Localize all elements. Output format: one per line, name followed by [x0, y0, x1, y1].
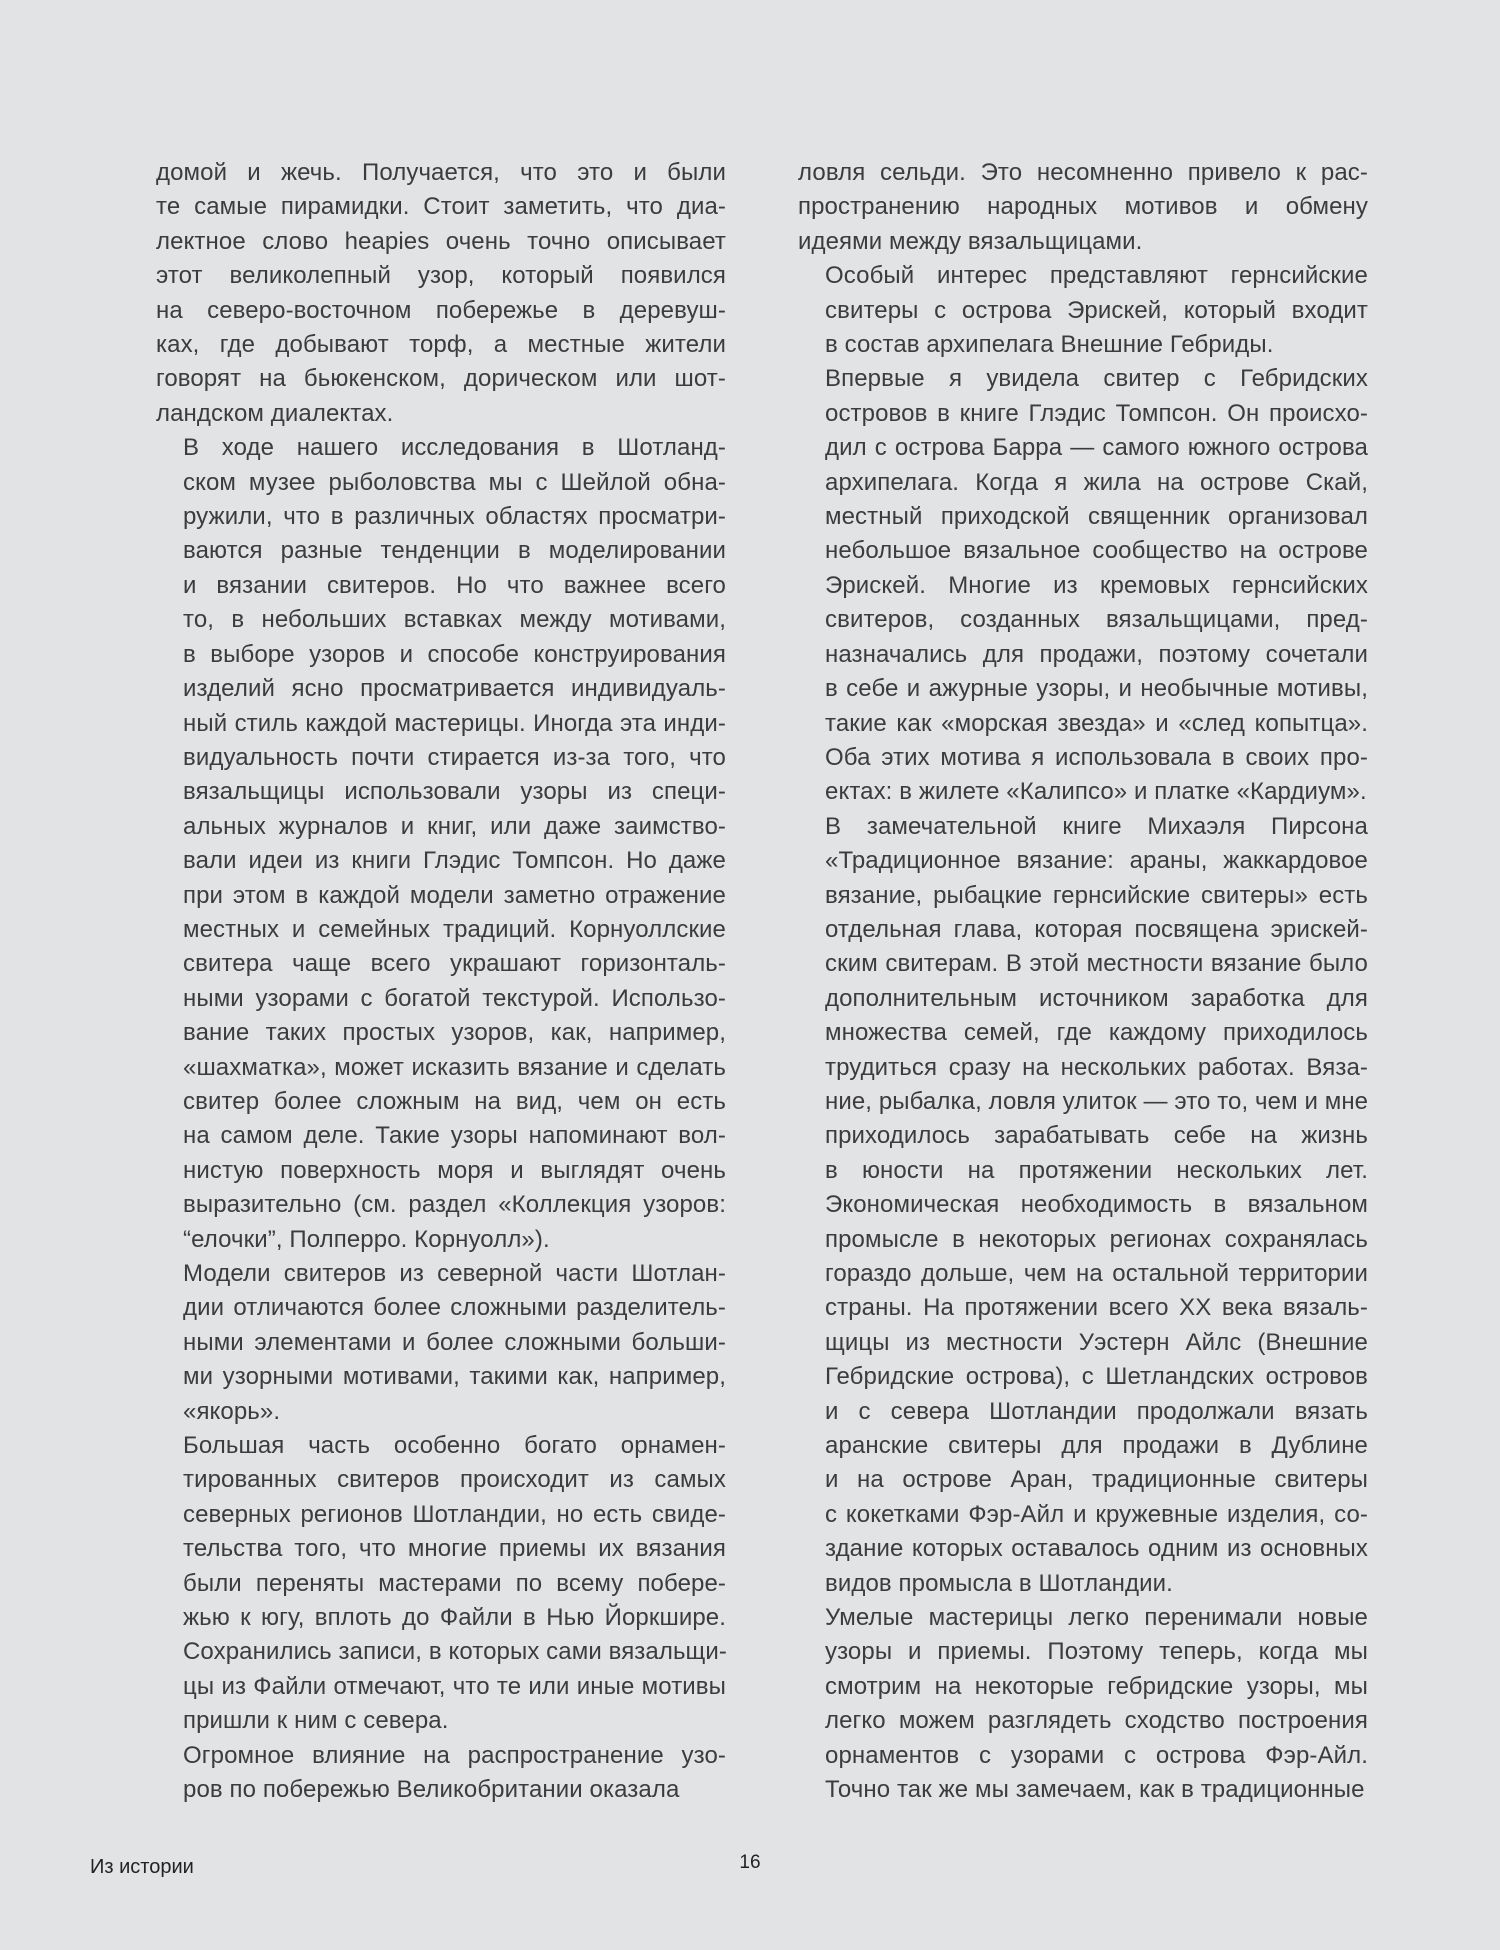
- text-line: щицы из местности Уэстерн Айлс (Внешние: [825, 1328, 1368, 1356]
- text-line: ловля сельди. Это несомненно привело к рас-: [798, 159, 1368, 186]
- text-line: изделий ясно просматривается индивидуаль-: [183, 675, 726, 703]
- text-line: в состав архипелага Внешние Гебриды.: [825, 331, 1274, 359]
- text-line: Особый интерес представляют гернсийские: [825, 262, 1368, 290]
- text-line: отдельная глава, которая посвящена эрискей-: [825, 915, 1368, 943]
- text-line: на северо-восточном побережье в деревуш-: [156, 296, 726, 324]
- text-line: узоры и приемы. Поэтому теперь, когда мы: [825, 1638, 1368, 1666]
- text-line: идеями между вязальщицами.: [798, 227, 1143, 255]
- right-text-column: [798, 156, 1368, 1808]
- page-number: 16: [739, 1852, 761, 1873]
- text-line: Впервые я увидела свитер с Гебридских: [825, 365, 1368, 393]
- text-line: Сохранились записи, в которых сами вязальщи-: [183, 1638, 727, 1666]
- text-line: В ходе нашего исследования в Шотланд-: [183, 434, 726, 462]
- text-line: ским свитерам. В этой местности вязание было: [825, 950, 1368, 978]
- text-line: лектное слово heapies очень точно описывает: [156, 227, 726, 255]
- text-line: В замечательной книге Михаэля Пирсона: [825, 812, 1368, 840]
- text-line: вали идеи из книги Глэдис Томпсон. Но даже: [183, 847, 726, 875]
- paragraph: [156, 431, 726, 1257]
- text-line: страны. На протяжении всего XX века вязаль-: [825, 1294, 1368, 1322]
- paragraph: [798, 156, 1368, 259]
- text-line: ружили, что в различных областях просматри-: [183, 503, 726, 531]
- text-line: были переняты мастерами по всему побере-: [183, 1569, 726, 1597]
- text-line: и с севера Шотландии продолжали вязать: [825, 1397, 1368, 1425]
- text-line: Точно так же мы замечаем, как в традиционные: [825, 1776, 1365, 1804]
- text-line: приходилось зарабатывать себе на жизнь: [825, 1122, 1368, 1150]
- text-line: видов промысла в Шотландии.: [825, 1569, 1173, 1597]
- text-line: «шахматка», может исказить вязание и сделать: [183, 1053, 726, 1081]
- left-text-column: [156, 156, 726, 1808]
- text-line: легко можем разглядеть сходство построения: [825, 1707, 1368, 1735]
- text-line: тельства того, что многие приемы их вязания: [183, 1535, 726, 1563]
- paragraph: [798, 259, 1368, 362]
- text-line: орнаментов с узорами с острова Фэр-Айл.: [825, 1741, 1368, 1769]
- text-line: ние, рыбалка, ловля улиток — это то, чем и мне: [825, 1087, 1369, 1115]
- text-line: в выборе узоров и способе конструирования: [183, 640, 726, 668]
- text-line: и вязании свитеров. Но что важнее всего: [183, 571, 726, 599]
- text-line: ваются разные тенденции в моделировании: [183, 537, 726, 565]
- paragraph: [798, 1601, 1368, 1807]
- text-line: Гебридские острова), с Шетландских островов: [825, 1363, 1368, 1391]
- text-line: смотрим на некоторые гебридские узоры, мы: [825, 1672, 1368, 1700]
- text-line: вание таких простых узоров, как, например,: [183, 1019, 726, 1047]
- text-line: дополнительным источником заработка для: [825, 984, 1368, 1012]
- text-line: дии отличаются более сложными разделитель-: [183, 1294, 726, 1322]
- text-line: видуальность почти стирается из-за того, что: [183, 743, 726, 771]
- text-line: говорят на бьюкенском, дорическом или шот-: [156, 365, 726, 393]
- text-line: с кокетками Фэр-Айл и кружевные изделия, со-: [825, 1500, 1368, 1528]
- text-line: островов в книге Глэдис Томпсон. Он происхо-: [825, 399, 1368, 427]
- text-line: свитеров, созданных вязальщицами, пред-: [825, 606, 1368, 634]
- text-line: нистую поверхность моря и выглядят очень: [183, 1156, 726, 1184]
- text-line: ектах: в жилете «Калипсо» и платке «Кардиум».: [825, 778, 1367, 806]
- footer-section-title: Из истории: [90, 1856, 194, 1878]
- text-line: те самые пирамидки. Стоит заметить, что диа-: [156, 193, 726, 221]
- text-line: ными элементами и более сложными больши-: [183, 1328, 726, 1356]
- text-line: промысле в некоторых регионах сохранялась: [825, 1225, 1368, 1253]
- text-line: Модели свитеров из северной части Шотлан-: [183, 1260, 726, 1287]
- text-line: в юности на протяжении нескольких лет.: [825, 1156, 1368, 1184]
- text-line: «Традиционное вязание: араны, жаккардовое: [825, 847, 1368, 875]
- text-line: вязание, рыбацкие гернсийские свитеры» есть: [825, 881, 1368, 909]
- text-line: здание которых оставалось одним из основных: [825, 1535, 1368, 1563]
- text-line: ными узорами с богатой текстурой. Использо-: [183, 984, 726, 1012]
- text-line: цы из Файли отмечают, что те или иные мотивы: [183, 1672, 726, 1700]
- text-line: и на острове Аран, традиционные свитеры: [825, 1466, 1368, 1494]
- text-line: множества семей, где каждому приходилось: [825, 1019, 1368, 1047]
- text-line: ми узорными мотивами, такими как, например,: [183, 1363, 726, 1391]
- text-line: Оба этих мотива я использовала в своих про-: [825, 743, 1368, 771]
- text-line: аранские свитеры для продажи в Дублине: [825, 1432, 1368, 1460]
- text-line: при этом в каждой модели заметно отражение: [183, 881, 726, 909]
- text-line: ском музее рыболовства мы с Шейлой обна-: [183, 468, 726, 496]
- text-line: северных регионов Шотландии, но есть свиде-: [183, 1500, 726, 1528]
- text-line: Экономическая необходимость в вязальном: [825, 1191, 1368, 1219]
- text-line: ров по побережью Великобритании оказала: [183, 1776, 680, 1804]
- text-line: вязальщицы использовали узоры из специ-: [183, 778, 726, 806]
- text-line: такие как «морская звезда» и «след копытца».: [825, 709, 1368, 737]
- text-line: домой и жечь. Получается, что это и были: [156, 159, 726, 186]
- paragraph: [798, 810, 1368, 1601]
- text-line: пространению народных мотивов и обмену: [798, 193, 1368, 221]
- text-line: то, в небольших вставках между мотивами,: [183, 606, 726, 634]
- text-line: Эрискей. Многие из кремовых гернсийских: [825, 571, 1368, 599]
- text-line: местных и семейных традиций. Корнуоллские: [183, 915, 726, 943]
- paragraph: [156, 156, 726, 431]
- text-line: тированных свитеров происходит из самых: [183, 1466, 726, 1494]
- text-line: ный стиль каждой мастерицы. Иногда эта инди-: [183, 709, 726, 737]
- text-line: «якорь».: [183, 1397, 281, 1425]
- text-line: этот великолепный узор, который появился: [156, 262, 726, 290]
- paragraph: [156, 1257, 726, 1429]
- text-line: архипелага. Когда я жила на острове Скай,: [825, 468, 1368, 496]
- text-line: свитер более сложным на вид, чем он есть: [183, 1087, 726, 1115]
- text-line: ландском диалектах.: [156, 399, 394, 427]
- paragraph: [156, 1429, 726, 1739]
- paragraph: [798, 362, 1368, 809]
- text-line: местный приходской священник организовал: [825, 503, 1368, 531]
- text-line: ках, где добывают торф, а местные жители: [156, 331, 726, 359]
- text-line: альных журналов и книг, или даже заимство-: [183, 812, 726, 840]
- text-line: на самом деле. Такие узоры напоминают вол-: [183, 1122, 726, 1150]
- text-line: гораздо дольше, чем на остальной территории: [825, 1260, 1368, 1287]
- text-line: трудиться сразу на нескольких работах. Вяза-: [825, 1053, 1368, 1081]
- text-line: назначались для продажи, поэтому сочетали: [825, 640, 1368, 668]
- text-line: выразительно (см. раздел «Коллекция узоров:: [183, 1191, 726, 1219]
- text-line: свитеры с острова Эрискей, который входит: [825, 296, 1368, 324]
- text-line: свитера чаще всего украшают горизонталь-: [183, 950, 726, 978]
- paragraph: [156, 1739, 726, 1808]
- text-line: Умелые мастерицы легко перенимали новые: [825, 1604, 1368, 1632]
- text-line: в себе и ажурные узоры, и необычные мотивы,: [825, 675, 1368, 703]
- text-line: жью к югу, вплоть до Файли в Нью Йоркшире.: [183, 1604, 726, 1632]
- text-line: “елочки”, Полперро. Корнуолл»).: [183, 1225, 550, 1253]
- text-line: Большая часть особенно богато орнамен-: [183, 1432, 726, 1460]
- text-line: пришли к ним с севера.: [183, 1707, 449, 1735]
- text-line: дил с острова Барра — самого южного острова: [825, 434, 1368, 462]
- text-line: небольшое вязальное сообщество на острове: [825, 537, 1368, 565]
- text-line: Огромное влияние на распространение узо-: [183, 1741, 726, 1769]
